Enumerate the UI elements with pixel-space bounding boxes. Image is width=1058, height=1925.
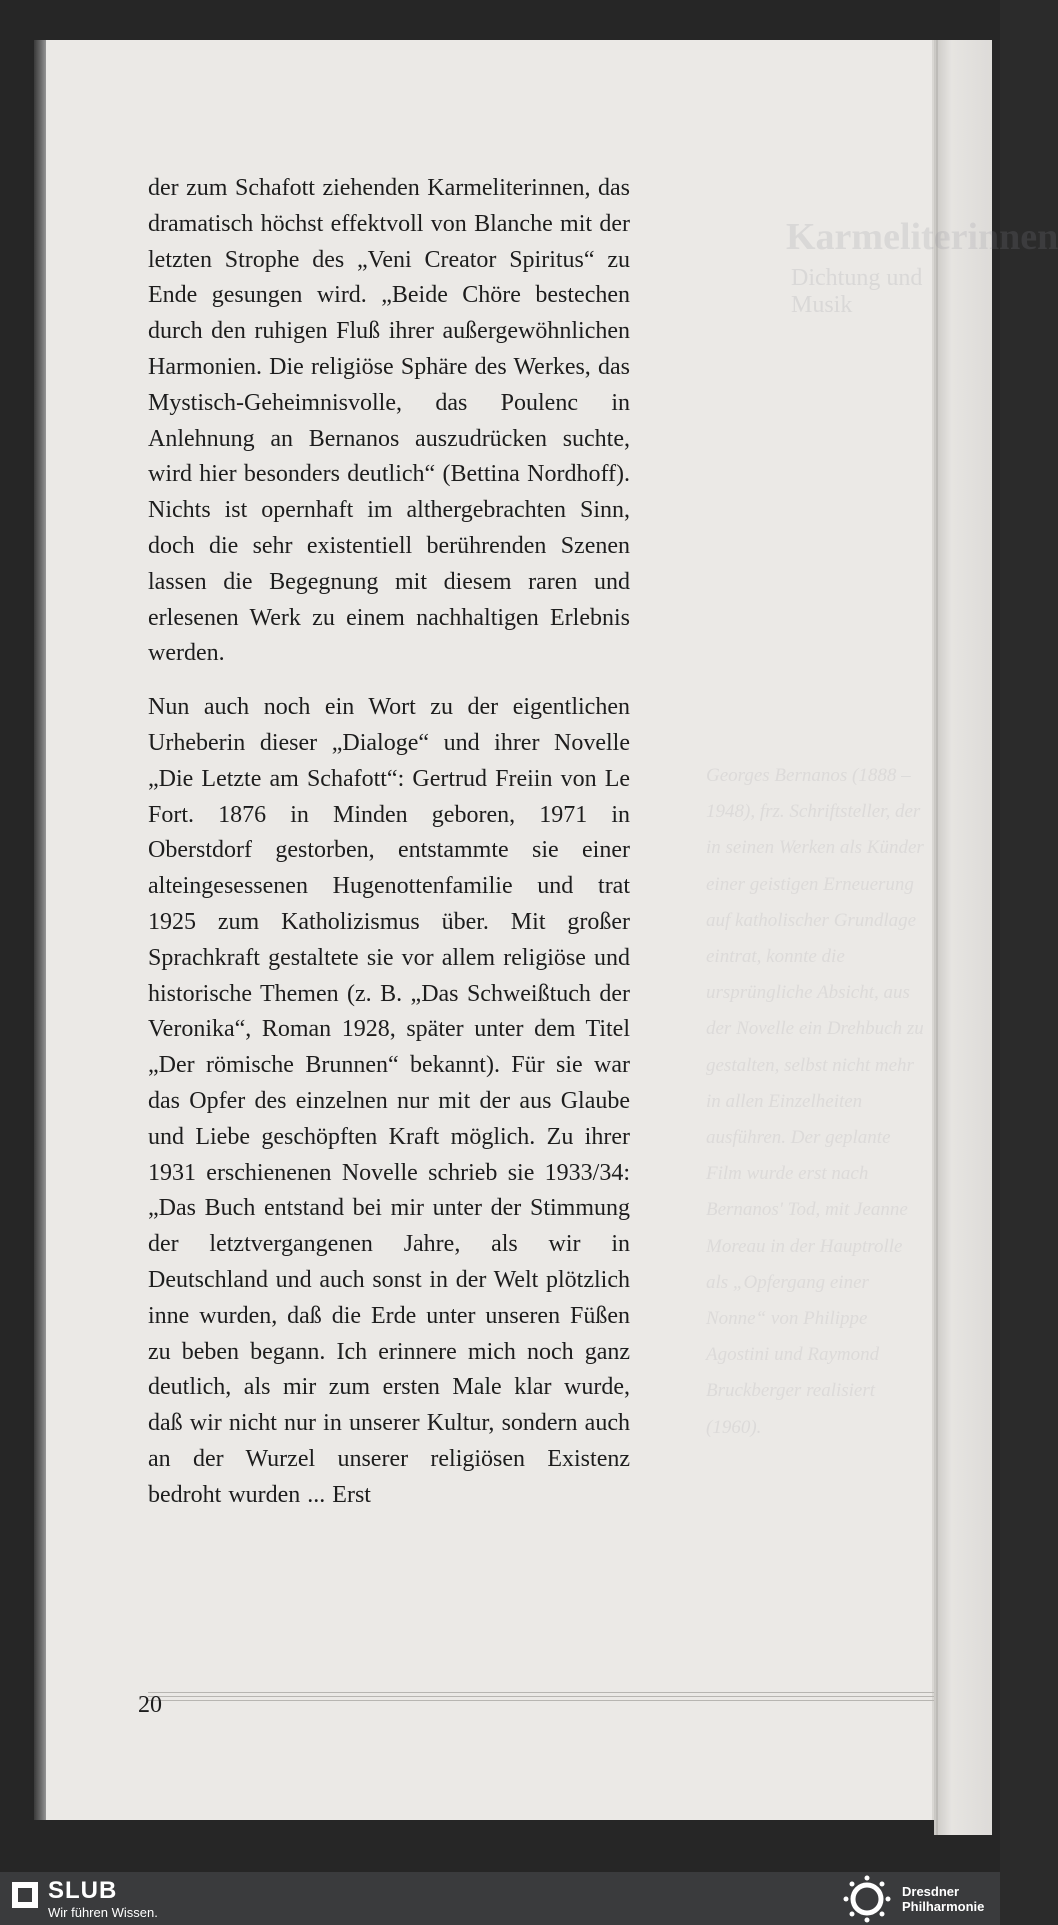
- partner-name: [902, 1884, 984, 1914]
- library-name[interactable]: SLUB: [48, 1877, 118, 1904]
- paragraph-2: Nun auch noch ein Wort zu der eigentlichen Urheberin dieser „Dialoge“ und ihrer Novelle „Die Letzte am Schafott“: Gertrud Freiin von Le Fort. 1876 in Minden geboren, 1971 in Oberstdorf gestorben, entstammte sie einer alteingesessenen Hugenottenfamilie und trat 1925 zum Katholizismus über. Mit großer Sprachkraft gestaltete sie vor allem religiöse und historische Themen (z. B. „Das Schweißtuch der Veronika“, Roman 1928, später unter dem Titel „Der römische Brunnen“ bekannt). Für sie war das Opfer des einzelnen nur mit der aus Glaube und Liebe geschöpften Kraft möglich. Zu ihrer 1931 erschienenen Novelle schrieb sie 1933/34: „Das Buch entstand bei mir unter der Stimmung der letztvergangenen Jahre, als wir in Deutschland und auch sonst in der Welt plötzlich inne wurden, daß die Erde unter unseren Füßen zu beben begann. Ich erinnere mich noch ganz deutlich, als mir zum ersten Male klar wurde, daß wir nicht nur in unserer Kultur, sondern auch an der Wurzel unserer religiösen Existenz bedroht wurden ... Erst: [148, 694, 630, 1508]
- rule-line: [148, 1700, 934, 1701]
- bleed-through-sidebar: Georges Bernanos (1888 – 1948), frz. Schriftsteller, der in seinen Werken als Künder einer geistigen Erneuerung auf katholischer Grundlage eintrat, konnte die ursprüngliche Absicht, aus der Novelle ein Drehbuch zu gestalten, selbst nicht mehr in allen Einzelheiten ausführen. Der geplante Film wurde erst nach Bernanos' Tod, mit Jeanne Moreau in der Hauptrolle als „Opfergang einer Nonne“ von Philippe Agostini und Raymond Bruckberger realisiert (1960).: [706, 765, 924, 1438]
- body-text-column: [148, 171, 630, 1513]
- viewer-footer: [0, 1872, 1000, 1925]
- bottom-rule-lines: [148, 1692, 934, 1704]
- philharmonie-logo-icon[interactable]: [842, 1874, 892, 1924]
- bleed-through-title: Karmeliterinnen: [786, 216, 1058, 258]
- rule-line: [148, 1692, 934, 1693]
- page-edge-line: [936, 40, 938, 1835]
- partner-name-line2: Philharmonie: [902, 1899, 985, 1914]
- slub-logo-icon[interactable]: [12, 1882, 38, 1908]
- page-number: 20: [138, 1692, 162, 1718]
- bleed-through-subtitle: Dichtung und Musik: [791, 265, 923, 318]
- paragraph-1: der zum Schafott ziehenden Karmeliterinnen, das dramatisch höchst effektvoll von Blanche mit der letzten Strophe des „Veni Creator Spiritus“ zu Ende gesungen wird. „Beide Chöre bestechen durch den ruhigen Fluß ihrer außergewöhnlichen Harmonien. Die religiöse Sphäre des Werkes, das Mystisch-Geheimnisvolle, das Poulenc in Anlehnung an Bernanos auszudrücken suchte, wird hier besonders deutlich“ (Bettina Nordhoff). Nichts ist opernhaft im althergebrachten Sinn, doch die sehr existentiell berührenden Szenen lassen die Begegnung mit diesem raren und erlesenen Werk zu einem nachhaltigen Erlebnis werden.: [148, 175, 630, 667]
- rule-line: [148, 1696, 934, 1697]
- library-tagline: Wir führen Wissen.: [48, 1905, 158, 1920]
- partner-name-line1: Dresdner: [902, 1884, 960, 1899]
- page-edge: [934, 40, 992, 1835]
